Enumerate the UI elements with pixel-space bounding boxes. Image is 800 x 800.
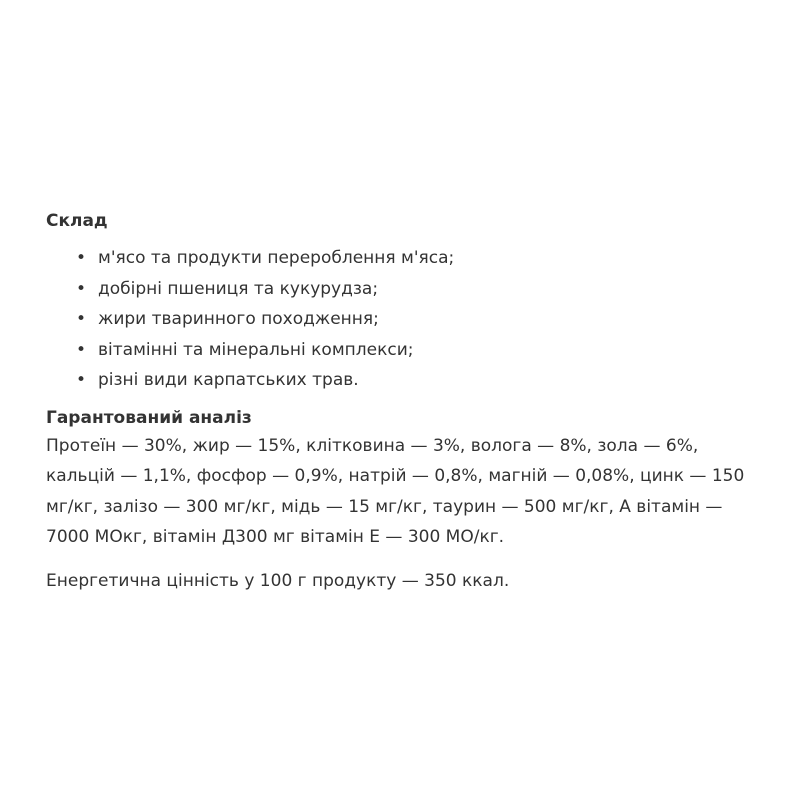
- analysis-text: Протеїн — 30%, жир — 15%, клітковина — 3%, волога — 8%, зола — 6%, кальцій — 1,1%, фосфор — 0,9%, натрій — 0,8%, магній — 0,08%, цинк — 150 мг/кг, залізо — 300 мг/кг, мідь — 15 мг/кг, таурин — 500 мг/кг, А вітамін — 7000 МОкг, вітамін Д300 мг вітамін Е — 300 МО/кг.: [46, 435, 745, 547]
- list-item-text: добірні пшениця та кукурудза;: [98, 278, 379, 299]
- list-item: [46, 274, 766, 305]
- energy-text: Енергетична цінність у 100 г продукту — 350 ккал.: [46, 570, 510, 591]
- bullet-icon: •: [76, 248, 87, 268]
- list-item: [46, 243, 766, 274]
- bullet-icon: •: [76, 339, 87, 360]
- ingredients-list: [46, 243, 766, 396]
- list-item-text: м'ясо та продукти перероблення м'яса;: [98, 248, 455, 268]
- product-description: [46, 208, 766, 596]
- list-item-text: вітамінні та мінеральні комплекси;: [98, 339, 414, 360]
- bullet-icon: •: [76, 309, 87, 329]
- list-item: [46, 335, 766, 366]
- bullet-icon: •: [76, 370, 87, 390]
- composition-title: Склад: [46, 211, 108, 231]
- analysis-title: Гарантований аналіз: [46, 407, 252, 428]
- list-item: [46, 365, 766, 396]
- bullet-icon: •: [76, 278, 87, 299]
- list-item: [46, 304, 766, 335]
- list-item-text: різні види карпатських трав.: [98, 370, 359, 390]
- list-item-text: жири тваринного походження;: [98, 309, 379, 329]
